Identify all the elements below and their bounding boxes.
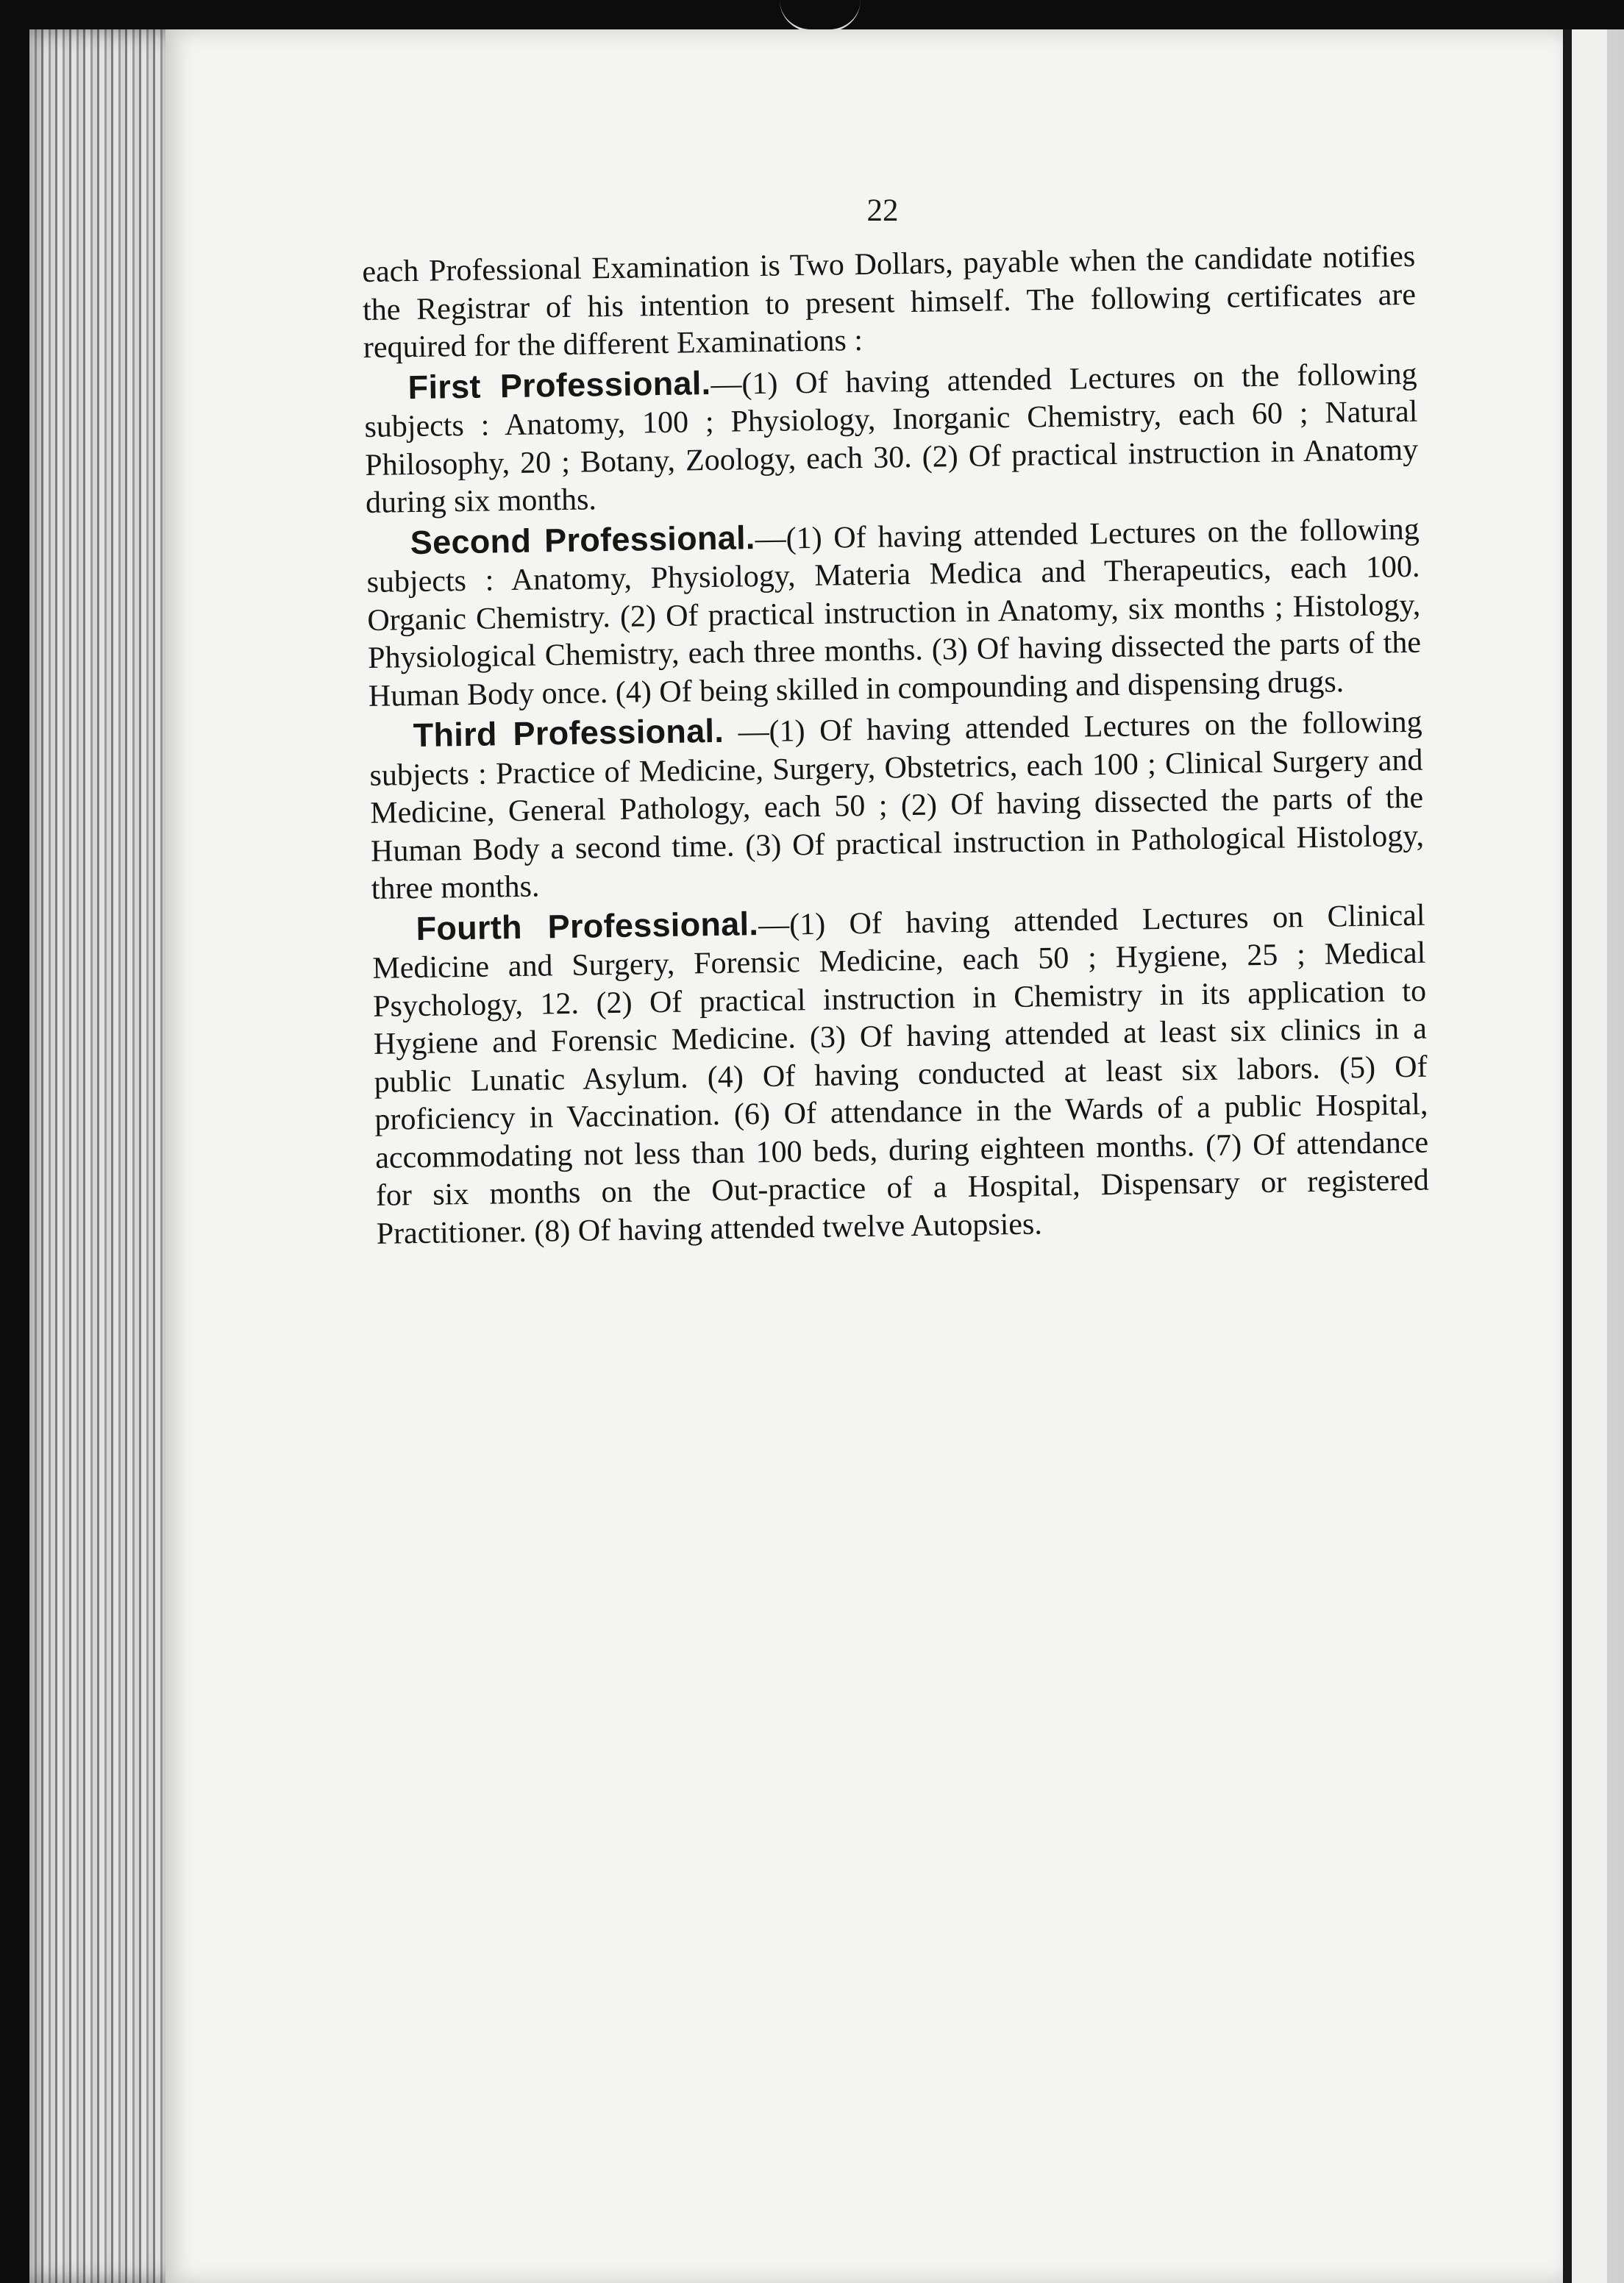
section-third-professional bbox=[368, 702, 1425, 909]
intro-paragraph: each Professional Examination is Two Dollars, payable when the candidate notifies the Registrar of his intention to present himself. The following certificates are required for the different Examinations : bbox=[362, 239, 1417, 365]
section-text: —(1) Of having attended Lectures on the following subjects : Anatomy, 100 ; Physiology, Inorganic Chemistry, each 60 ; Natural Philosophy, 20 ; Botany, Zoology, each 30. (2) Of practical instruction in Anatomy during six months. bbox=[364, 357, 1419, 520]
binding-mark bbox=[780, 0, 861, 32]
section-first-professional bbox=[363, 353, 1419, 522]
section-heading: First Professional. bbox=[407, 363, 711, 406]
section-heading: Second Professional. bbox=[410, 518, 756, 561]
section-second-professional bbox=[366, 508, 1422, 716]
body-text bbox=[362, 238, 1430, 1255]
facing-page-edge bbox=[1563, 29, 1624, 2283]
page-number: 22 bbox=[866, 193, 899, 228]
section-fourth-professional bbox=[371, 894, 1430, 1253]
page-edges bbox=[29, 29, 177, 2283]
section-heading: Third Professional. bbox=[413, 711, 724, 755]
section-heading: Fourth Professional. bbox=[416, 904, 759, 947]
section-text: —(1) Of having attended Lectures on Clinical Medicine and Surgery, Forensic Medicine, each 50 ; Hygiene, 25 ; Medical Psychology, 12. (2) Of practical instruction in Chemistry in its application to Hygiene and Forensic Medicine. (3) Of having attended at least six clinics in a public Lunatic Asylum. (4) Of having conducted at least six labors. (5) Of proficiency in Vaccination. (6) Of attendance in the Wards of a public Hospital, accommodating not less than 100 beds, during eighteen months. (7) Of attendance for six months on the Out-practice of a Hospital, Dispensary or registered Practitioner. (8) Of having attended twelve Autopsies. bbox=[372, 898, 1430, 1251]
section-text: —(1) Of having attended Lectures on the following subjects : Anatomy, Physiology, Materia Medica and Therapeutics, each 100. Organic Chemistry. (2) Of practical instruction in Anatomy, six months ; Histology, Physiological Chemistry, each three months. (3) Of having dissected the parts of the Human Body once. (4) Of being skilled in compounding and dispensing drugs. bbox=[366, 512, 1422, 713]
section-text: —(1) Of having attended Lectures on the following subjects : Practice of Medicine, Surgery, Obstetrics, each 100 ; Clinical Surgery and Medicine, General Pathology, each 50 ; (2) Of having dissected the parts of the Human Body a second time. (3) Of practical instruction in Pathological Histology, three months. bbox=[369, 705, 1425, 906]
